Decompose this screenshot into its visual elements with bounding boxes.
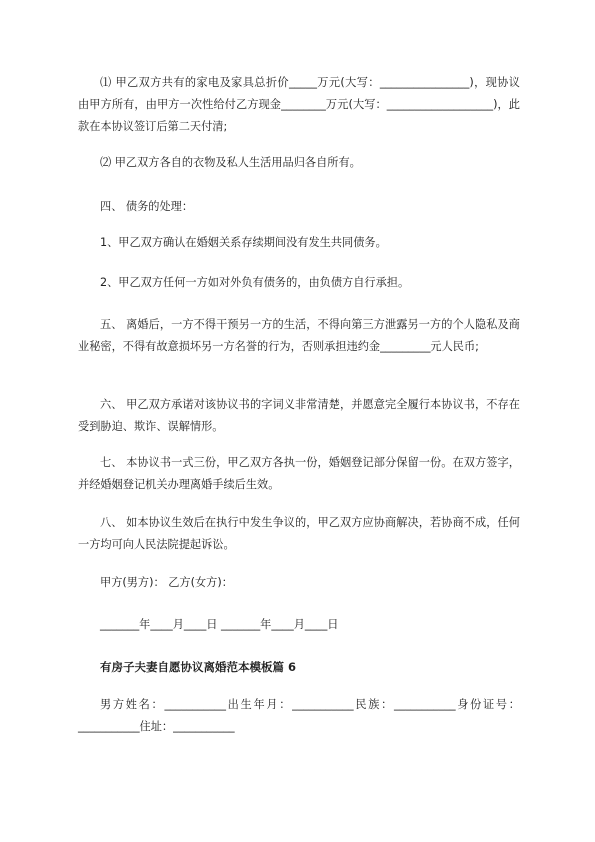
clause-copies: 七、 本协议书一式三份，甲乙双方各执一份，婚姻登记部分保留一份。在双方签字，并经婚姻登记机关办理离婚手续后生效。 — [78, 456, 520, 491]
clause-individual-debt: 2、甲乙双方任何一方如对外负有债务的，由负债方自行承担。 — [100, 276, 410, 289]
section-title: 有房子夫妻自愿协议离婚范本模板篇 6 — [100, 660, 297, 674]
male-info-fields: 男方姓名：___________出生年月：___________民族：___________身份证号：___________住址：___________ — [78, 698, 520, 733]
signature-dates: _______年____月____日 _______年____月____日 — [100, 618, 339, 631]
clause-no-joint-debt: 1、甲乙双方确认在婚姻关系存续期间没有发生共同债务。 — [100, 236, 387, 249]
section-debts-heading: 四、 债务的处理： — [100, 200, 194, 213]
clause-belongings: ⑵ 甲乙双方各自的衣物及私人生活用品归各自所有。 — [100, 156, 361, 169]
clause-understanding: 六、 甲乙双方承诺对该协议书的字词义非常清楚，并愿意完全履行本协议书，不存在受到胁迫、欺诈、误解情形。 — [78, 398, 520, 433]
clause-privacy: 五、 离婚后，一方不得干预另一方的生活，不得向第三方泄露另一方的个人隐私及商业秘密，不得有故意损坏另一方名誉的行为，否则承担违约金_________元人民币; — [78, 318, 520, 353]
signature-parties: 甲方(男方)： 乙方(女方)： — [100, 576, 233, 589]
clause-appliances: ⑴ 甲乙双方共有的家电及家具总折价_____万元(大写：________________)，现协议由甲方所有，由甲方一次性给付乙方现金________万元(大写：___________________)，此款在本协议签订后第二天付清; — [78, 76, 520, 133]
clause-disputes: 八、 如本协议生效后在执行中发生争议的，甲乙双方应协商解决，若协商不成，任何一方均可向人民法院提起诉讼。 — [78, 516, 520, 551]
